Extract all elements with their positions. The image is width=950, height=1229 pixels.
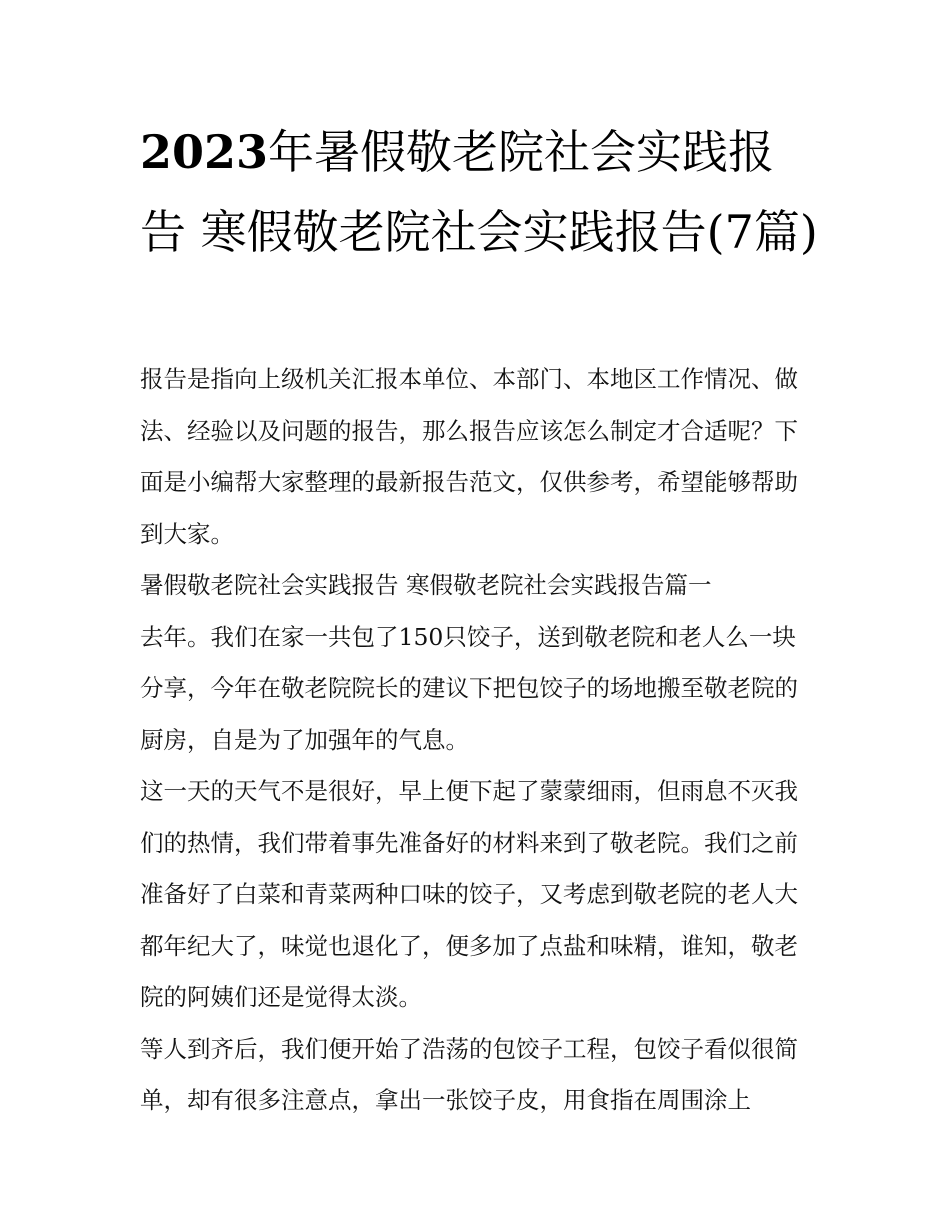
section-heading: 暑假敬老院社会实践报告 寒假敬老院社会实践报告篇一 [140,571,712,599]
body-paragraph: 这一天的天气不是很好，早上便下起了蒙蒙细雨，但雨息不灭我们的热情，我们带着事先准备好的材料来到了敬老院。我们之前准备好了白菜和青菜两种口味的饺子，又考虑到敬老院的老人大都年纪大了，味觉也退化了，便多加了点盐和味精，谁知，敬老院的阿姨们还是觉得太淡。 [140,777,798,1011]
title-text: 年暑假敬老院社会实践报告 寒假敬老院社会实践报告(7篇) [140,125,818,259]
document-body [140,354,815,1127]
document-title [140,112,820,272]
intro-paragraph: 报告是指向上级机关汇报本单位、本部门、本地区工作情况、做法、经验以及问题的报告，那么报告应该怎么制定才合适呢？下面是小编帮大家整理的最新报告范文，仅供参考，希望能够帮助到大家。 [140,365,798,548]
body-paragraph: 去年。我们在家一共包了150只饺子，送到敬老院和老人么一块分享，今年在敬老院院长的建议下把包饺子的场地搬至敬老院的厨房，自是为了加强年的气息。 [140,622,798,754]
body-paragraph: 等人到齐后，我们便开始了浩荡的包饺子工程，包饺子看似很简单，却有很多注意点，拿出一张饺子皮，用食指在周围涂上 [140,1034,798,1114]
title-year: 2023 [140,125,269,179]
